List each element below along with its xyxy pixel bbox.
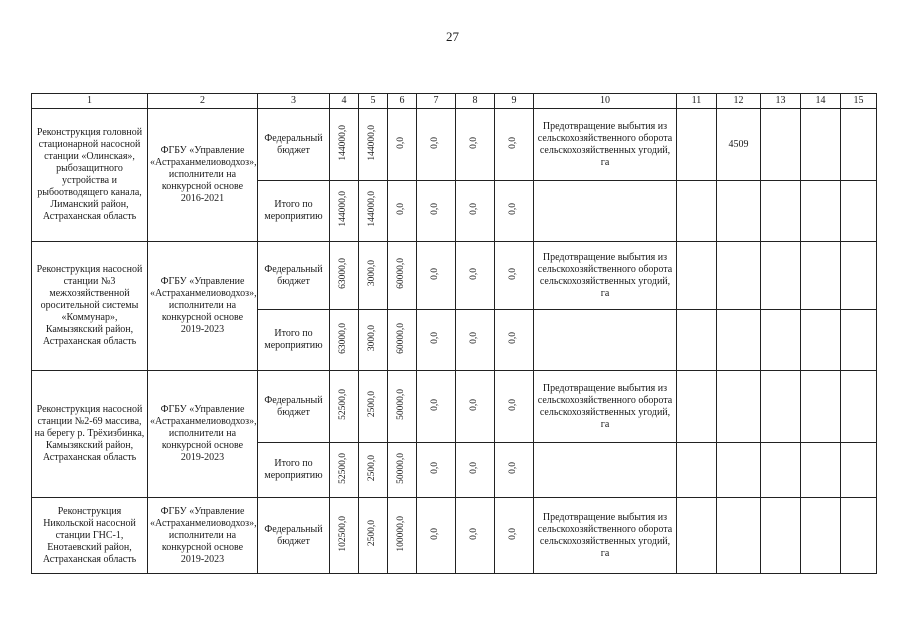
cell [841, 242, 877, 310]
amount: 0,0 [430, 267, 441, 280]
program-table [31, 93, 877, 574]
executor: ФГБУ «Управление «Астраханмелиоводхоз», исполнители на конкурсной основе 2019-2023 [148, 242, 258, 371]
col-header: 10 [534, 94, 677, 109]
executor: ФГБУ «Управление «Астраханмелиоводхоз», исполнители на конкурсной основе 2019-2023 [148, 498, 258, 574]
amount: 2500,0 [367, 391, 378, 418]
funding-source: Итого по мероприятию [258, 443, 330, 498]
cell [801, 371, 841, 443]
table-row [32, 371, 877, 443]
amount: 0,0 [396, 203, 407, 215]
cell [761, 109, 801, 181]
indicator-value: 4509 [717, 109, 761, 181]
table-row [32, 109, 877, 181]
amount-total: 63000,0 [338, 258, 349, 289]
amount: 0,0 [430, 332, 441, 344]
cell [801, 310, 841, 371]
event-name: Реконструкция насосной станции №3 межхозяйственной оросительной системы «Коммунар», Камызякский район, Астраханская область [32, 242, 148, 371]
amount: 0,0 [430, 527, 441, 540]
amount-total: 144000,0 [338, 191, 349, 227]
cell [841, 443, 877, 498]
funding-source: Федеральный бюджет [258, 498, 330, 574]
funding-source: Федеральный бюджет [258, 371, 330, 443]
amount: 0,0 [430, 462, 441, 474]
amount: 60000,0 [396, 322, 407, 354]
col-header: 9 [495, 94, 534, 109]
amount: 144000,0 [367, 124, 378, 161]
indicator-value [717, 498, 761, 574]
cell [717, 310, 761, 371]
event-name: Реконструкция головной стационарной насосной станции «Олинская», рыбозащитного устройства и рыбоотводящего канала, Лиманский район, Астраханская область [32, 109, 148, 242]
col-header: 14 [801, 94, 841, 109]
table-row [32, 498, 877, 574]
amount: 0,0 [508, 136, 519, 149]
amount: 0,0 [469, 136, 480, 149]
event-name: Реконструкция Никольской насосной станции ГНС-1, Енотаевский район, Астраханская область [32, 498, 148, 574]
amount: 0,0 [469, 398, 480, 411]
amount: 0,0 [469, 462, 480, 474]
cell [534, 310, 677, 371]
cell [677, 498, 717, 574]
col-header: 11 [677, 94, 717, 109]
amount: 0,0 [430, 136, 441, 149]
amount: 3000,0 [367, 324, 378, 352]
amount: 0,0 [469, 267, 480, 280]
cell [841, 310, 877, 371]
amount: 0,0 [508, 203, 519, 215]
executor: ФГБУ «Управление «Астраханмелиоводхоз», исполнители на конкурсной основе 2019-2023 [148, 371, 258, 498]
indicator: Предотвращение выбытия из сельскохозяйственного оборота сельскохозяйственных угодий, га [534, 109, 677, 181]
funding-source: Федеральный бюджет [258, 242, 330, 310]
cell [534, 181, 677, 242]
col-header: 4 [330, 94, 359, 109]
amount: 50000,0 [396, 452, 407, 484]
cell [841, 181, 877, 242]
amount: 3000,0 [367, 260, 378, 287]
amount: 0,0 [508, 267, 519, 280]
amount: 0,0 [508, 398, 519, 411]
indicator-value [717, 371, 761, 443]
amount-total: 144000,0 [338, 124, 349, 161]
cell [841, 109, 877, 181]
indicator: Предотвращение выбытия из сельскохозяйственного оборота сельскохозяйственных угодий, га [534, 498, 677, 574]
amount: 100000,0 [396, 515, 407, 552]
amount: 0,0 [508, 462, 519, 474]
cell [761, 310, 801, 371]
amount: 60000,0 [396, 258, 407, 289]
cell [761, 181, 801, 242]
cell [677, 109, 717, 181]
amount-total: 63000,0 [338, 322, 349, 354]
col-header: 6 [388, 94, 417, 109]
cell [761, 443, 801, 498]
amount: 0,0 [469, 203, 480, 215]
funding-source: Итого по мероприятию [258, 181, 330, 242]
amount: 0,0 [508, 332, 519, 344]
amount: 0,0 [430, 398, 441, 411]
page-number: 27 [446, 29, 459, 44]
cell [801, 181, 841, 242]
col-header: 7 [417, 94, 456, 109]
col-header: 5 [359, 94, 388, 109]
amount-total: 102500,0 [338, 515, 349, 552]
col-header: 1 [32, 94, 148, 109]
amount: 0,0 [508, 527, 519, 540]
funding-source: Федеральный бюджет [258, 109, 330, 181]
cell [717, 443, 761, 498]
amount-total: 52500,0 [338, 452, 349, 484]
indicator: Предотвращение выбытия из сельскохозяйственного оборота сельскохозяйственных угодий, га [534, 371, 677, 443]
amount: 0,0 [469, 332, 480, 344]
amount: 0,0 [469, 527, 480, 540]
cell [677, 181, 717, 242]
amount: 0,0 [430, 203, 441, 215]
cell [761, 242, 801, 310]
amount: 144000,0 [367, 191, 378, 227]
cell [841, 498, 877, 574]
amount: 2500,0 [367, 454, 378, 482]
table-row [32, 242, 877, 310]
col-header: 13 [761, 94, 801, 109]
col-header: 3 [258, 94, 330, 109]
cell [677, 443, 717, 498]
funding-source: Итого по мероприятию [258, 310, 330, 371]
col-header: 15 [841, 94, 877, 109]
col-header: 12 [717, 94, 761, 109]
col-header: 2 [148, 94, 258, 109]
event-name: Реконструкция насосной станции №2-69 массива, на берегу р. Трёхизбинка, Камызякский район, Астраханская область [32, 371, 148, 498]
cell [677, 242, 717, 310]
indicator: Предотвращение выбытия из сельскохозяйственного оборота сельскохозяйственных угодий, га [534, 242, 677, 310]
header-row [32, 94, 877, 109]
cell [717, 181, 761, 242]
cell [761, 498, 801, 574]
executor: ФГБУ «Управление «Астраханмелиоводхоз», исполнители на конкурсной основе 2016-2021 [148, 109, 258, 242]
cell [677, 371, 717, 443]
cell [801, 498, 841, 574]
cell [801, 242, 841, 310]
cell [801, 109, 841, 181]
cell [677, 310, 717, 371]
amount: 2500,0 [367, 520, 378, 547]
amount-total: 52500,0 [338, 389, 349, 420]
cell [801, 443, 841, 498]
col-header: 8 [456, 94, 495, 109]
cell [534, 443, 677, 498]
amount: 0,0 [396, 136, 407, 149]
indicator-value [717, 242, 761, 310]
cell [761, 371, 801, 443]
amount: 50000,0 [396, 389, 407, 420]
cell [841, 371, 877, 443]
